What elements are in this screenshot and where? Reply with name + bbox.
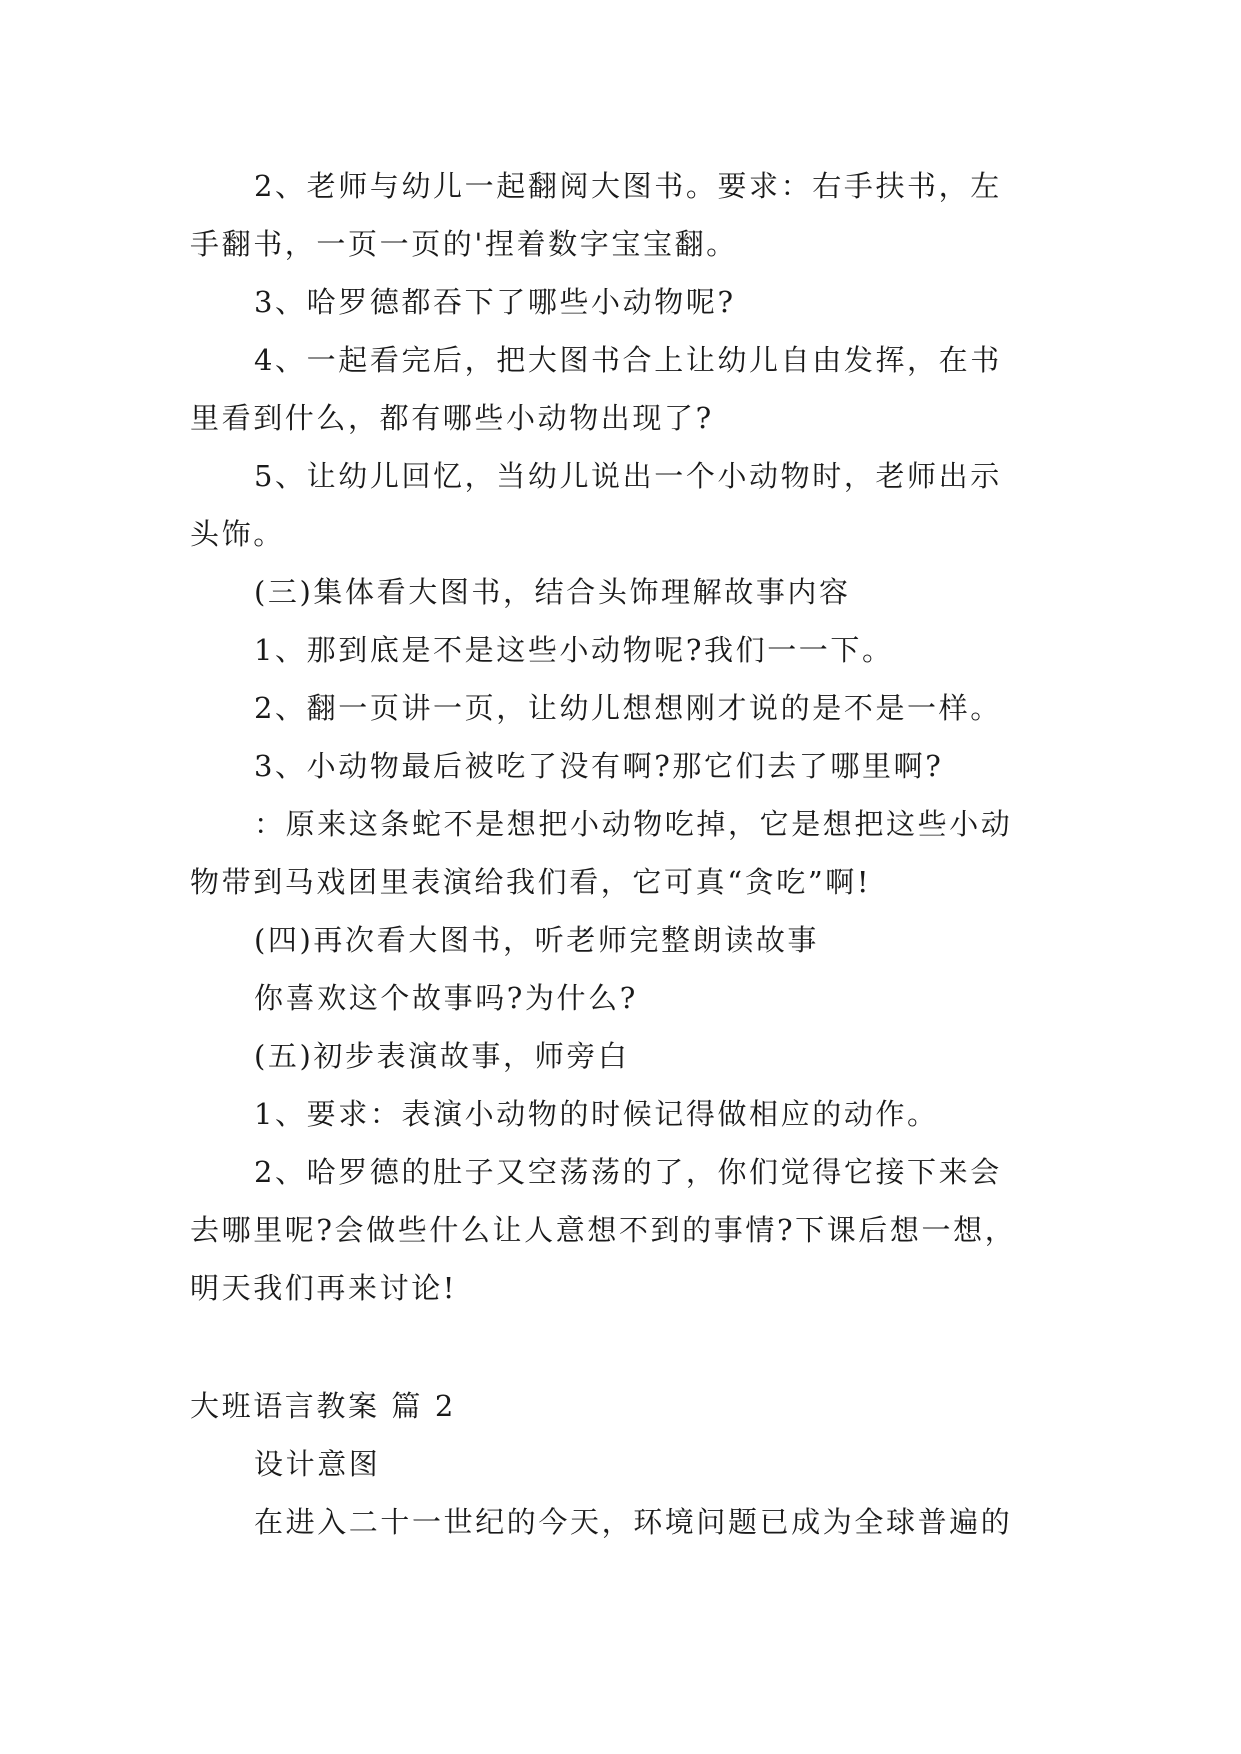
- section-heading: 设计意图: [254, 1447, 381, 1481]
- article-title: 大班语言教案 篇 2: [190, 1389, 456, 1423]
- paragraph-line: ：原来这条蛇不是想把小动物吃掉，它是想把这些小动: [254, 807, 1013, 841]
- paragraph-line: 在进入二十一世纪的今天，环境问题已成为全球普遍的: [254, 1505, 1013, 1539]
- section-heading: (四)再次看大图书，听老师完整朗读故事: [254, 923, 820, 957]
- paragraph-line: 明天我们再来讨论!: [190, 1271, 458, 1305]
- paragraph-line: 3、哈罗德都吞下了哪些小动物呢?: [254, 285, 736, 319]
- paragraph-line: 里看到什么，都有哪些小动物出现了?: [190, 401, 714, 435]
- paragraph-line: 1、那到底是不是这些小动物呢?我们一一下。: [254, 633, 894, 667]
- paragraph-line: 2、哈罗德的肚子又空荡荡的了，你们觉得它接下来会: [254, 1155, 1002, 1189]
- paragraph-line: 你喜欢这个故事吗?为什么?: [254, 981, 638, 1015]
- paragraph-line: 2、翻一页讲一页，让幼儿想想刚才说的是不是一样。: [254, 691, 1002, 725]
- paragraph-line: 手翻书，一页一页的'捏着数字宝宝翻。: [190, 227, 738, 261]
- paragraph-line: 3、小动物最后被吃了没有啊?那它们去了哪里啊?: [254, 749, 944, 783]
- section-heading: (三)集体看大图书，结合头饰理解故事内容: [254, 575, 851, 609]
- paragraph-line: 头饰。: [190, 517, 285, 551]
- section-heading: (五)初步表演故事，师旁白: [254, 1039, 630, 1073]
- paragraph-line: 4、一起看完后，把大图书合上让幼儿自由发挥，在书: [254, 343, 1002, 377]
- paragraph-line: 1、要求：表演小动物的时候记得做相应的动作。: [254, 1097, 939, 1131]
- paragraph-line: 去哪里呢?会做些什么让人意想不到的事情?下课后想一想，: [190, 1213, 1017, 1247]
- paragraph-line: 2、老师与幼儿一起翻阅大图书。要求：右手扶书，左: [254, 169, 1002, 203]
- paragraph-line: 物带到马戏团里表演给我们看，它可真“贪吃”啊!: [190, 865, 872, 899]
- paragraph-line: 5、让幼儿回忆，当幼儿说出一个小动物时，老师出示: [254, 459, 1002, 493]
